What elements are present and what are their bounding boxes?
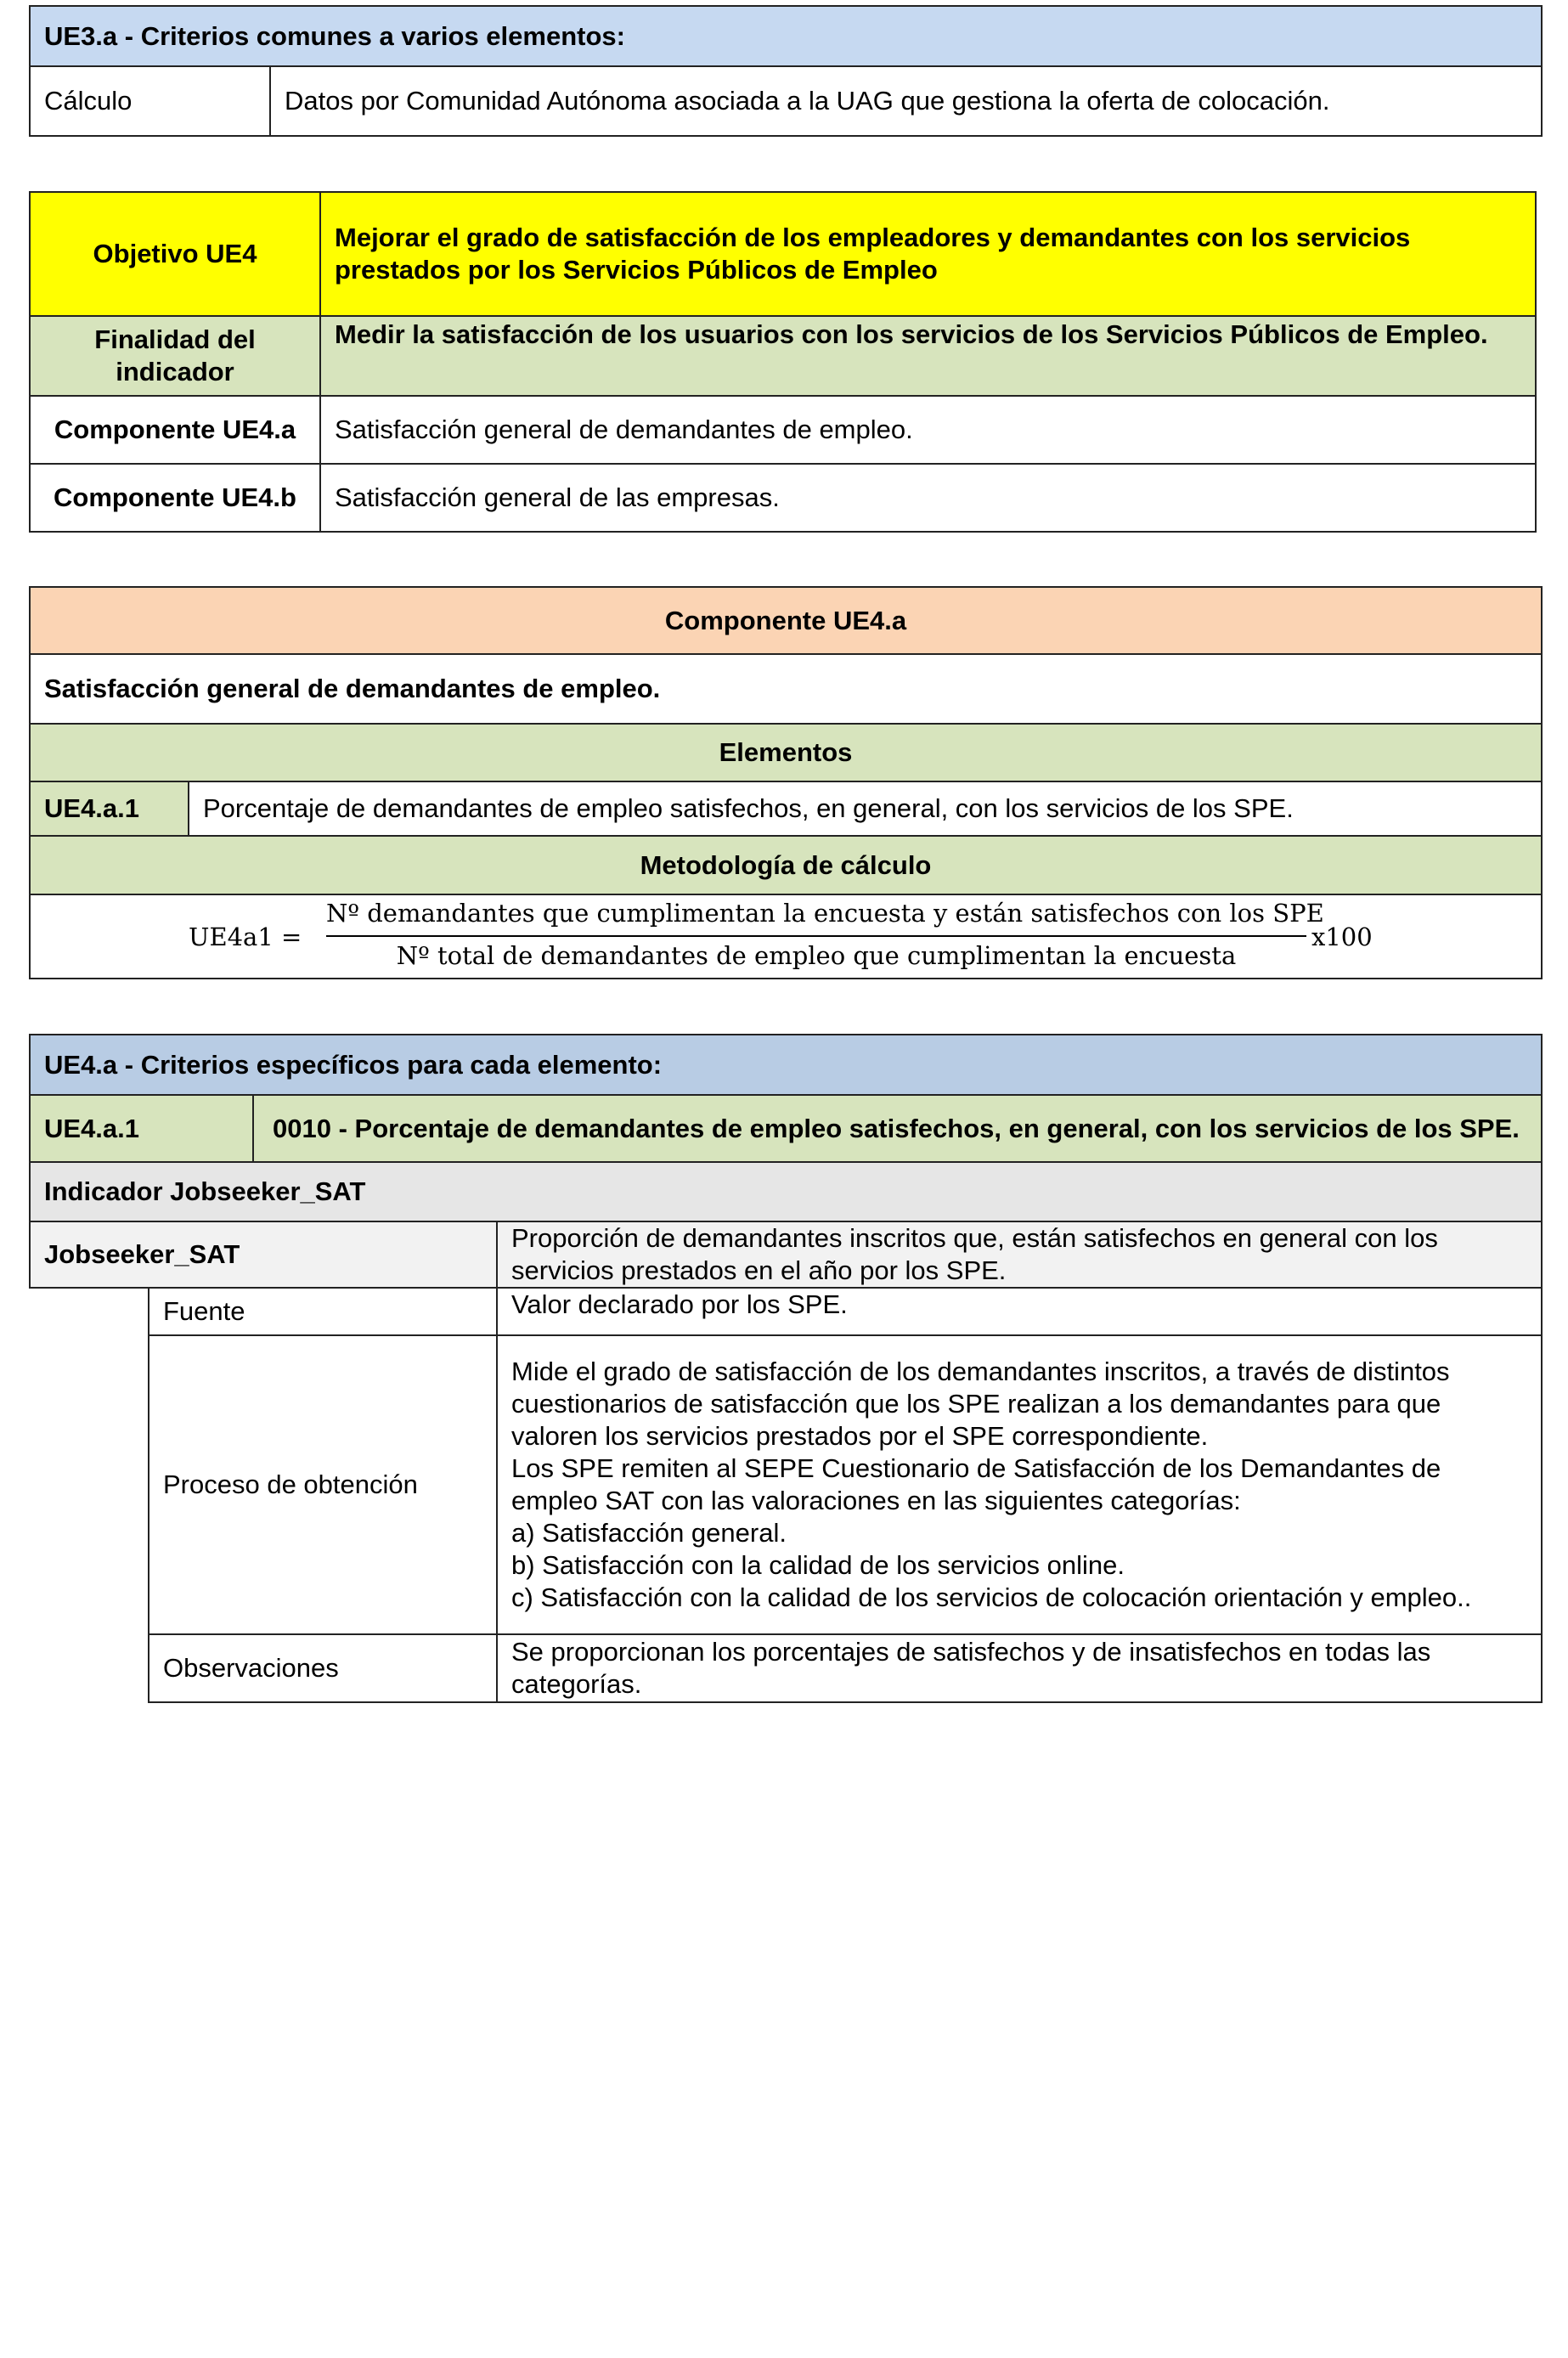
metodologia-header: Metodología de cálculo	[30, 836, 1542, 894]
elementos-header: Elementos	[30, 724, 1542, 781]
criterios-header: UE4.a - Criterios específicos para cada elemento:	[30, 1035, 1542, 1095]
proceso-label: Proceso de obtención	[149, 1335, 497, 1634]
ue3a-table	[29, 5, 1543, 137]
indicator-header: Indicador Jobseeker_SAT	[30, 1162, 1542, 1221]
componente-table	[29, 586, 1543, 979]
componente-a-value: Satisfacción general de demandantes de empleo.	[320, 396, 1536, 464]
calculo-label: Cálculo	[30, 66, 270, 136]
proceso-line: c) Satisfacción con la calidad de los servicios de colocación orientación y empleo..	[511, 1582, 1472, 1612]
componente-b-label: Componente UE4.b	[30, 464, 320, 532]
proceso-text	[497, 1335, 1542, 1634]
proceso-line: b) Satisfacción con la calidad de los servicios online.	[511, 1550, 1125, 1580]
objetivo-value: Mejorar el grado de satisfacción de los empleadores y demandantes con los servicios prestados por los Servicios Públicos de Empleo	[320, 192, 1536, 316]
componente-b-value: Satisfacción general de las empresas.	[320, 464, 1536, 532]
proceso-line: a) Satisfacción general.	[511, 1518, 787, 1548]
observaciones-text: Se proporcionan los porcentajes de satisfechos y de insatisfechos en todas las categorías.	[497, 1634, 1542, 1702]
fraction-bar	[326, 935, 1306, 937]
formula-cell	[30, 894, 1542, 979]
indicator-label: Jobseeker_SAT	[30, 1221, 497, 1288]
formula-denominator: Nº total de demandantes de empleo que cumplimentan la encuesta	[396, 941, 1237, 970]
observaciones-label: Observaciones	[149, 1634, 497, 1702]
criterios-table	[29, 1034, 1543, 1703]
componente-subtitle: Satisfacción general de demandantes de empleo.	[30, 654, 1542, 724]
finalidad-value: Medir la satisfacción de los usuarios con los servicios de los Servicios Públicos de Empleo.	[320, 316, 1536, 396]
proceso-line: Mide el grado de satisfacción de los demandantes inscritos, a través de distintos cuestionarios de satisfacción que los SPE realizan a los demandantes para que valoren los servicios prestados por el SPE correspondiente.	[511, 1357, 1450, 1451]
objetivo-label: Objetivo UE4	[30, 192, 320, 316]
objective-table	[29, 191, 1537, 533]
finalidad-label: Finalidad del indicador	[30, 316, 320, 396]
indent-spacer	[30, 1335, 149, 1634]
ue3a-header: UE3.a - Criterios comunes a varios elementos:	[30, 6, 1542, 66]
indicator-text: Proporción de demandantes inscritos que, están satisfechos en general con los servicios prestados en el año por los SPE.	[497, 1221, 1542, 1288]
indent-spacer	[30, 1634, 149, 1702]
componente-a-label: Componente UE4.a	[30, 396, 320, 464]
formula-multiplier: x100	[1311, 922, 1373, 951]
componente-title: Componente UE4.a	[30, 587, 1542, 654]
criterio-element-code: UE4.a.1	[30, 1095, 253, 1162]
formula-lhs: UE4a1 =	[189, 922, 302, 951]
fuente-label: Fuente	[149, 1288, 497, 1335]
formula-numerator: Nº demandantes que cumplimentan la encuesta y están satisfechos con los SPE	[326, 899, 1324, 928]
formula	[31, 895, 1541, 978]
proceso-line: Los SPE remiten al SEPE Cuestionario de Satisfacción de los Demandantes de empleo SAT con las valoraciones en las siguientes categorías:	[511, 1453, 1441, 1515]
fuente-text: Valor declarado por los SPE.	[497, 1288, 1542, 1335]
calculo-value: Datos por Comunidad Autónoma asociada a la UAG que gestiona la oferta de colocación.	[270, 66, 1542, 136]
indent-spacer	[30, 1288, 149, 1335]
element-text: Porcentaje de demandantes de empleo satisfechos, en general, con los servicios de los SPE.	[189, 781, 1542, 836]
criterio-element-text: 0010 - Porcentaje de demandantes de empleo satisfechos, en general, con los servicios de los SPE.	[253, 1095, 1542, 1162]
element-code: UE4.a.1	[30, 781, 189, 836]
